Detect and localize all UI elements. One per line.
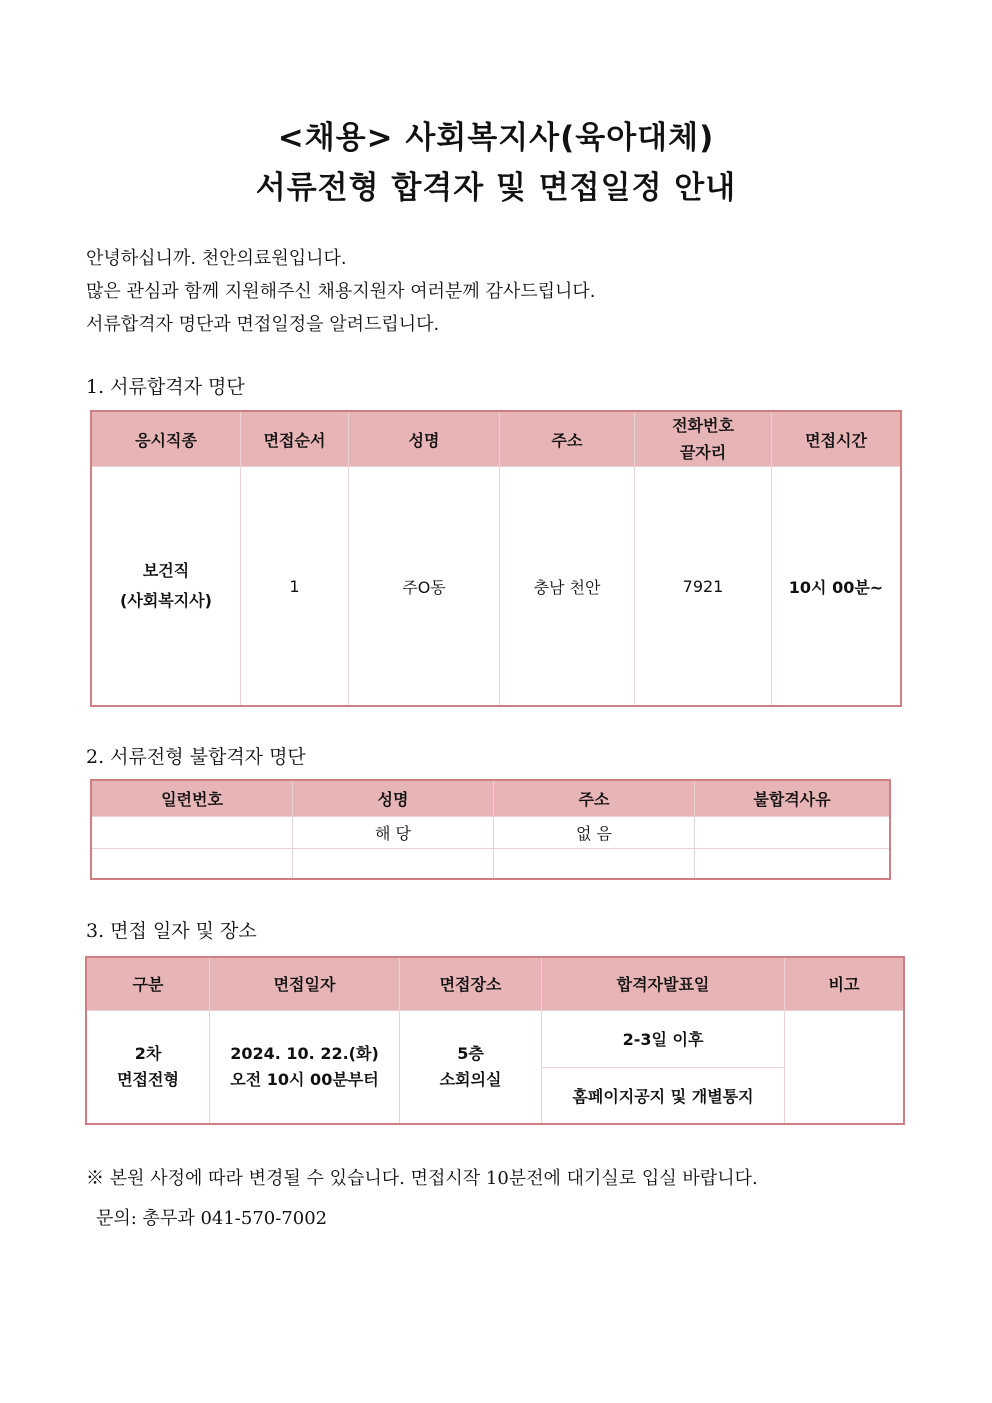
col-header-job: 응시직종 (91, 411, 241, 467)
title-line-1: <채용> 사회복지사(육아대체) (277, 120, 715, 156)
cell-address (494, 848, 695, 879)
notice-text: ※ 본원 사정에 따라 변경될 수 있습니다. 면접시작 10분전에 대기실로 입실 바랍니다. (86, 1168, 758, 1189)
col-header-serial: 일련번호 (91, 780, 293, 816)
cell-name (293, 848, 494, 879)
cell-reason (695, 848, 891, 879)
col-header-date: 면접일자 (210, 957, 400, 1010)
passed-applicants-table (90, 410, 902, 707)
title-line-2: 서류전형 합격자 및 면접일정 안내 (255, 170, 737, 206)
cell-serial (91, 848, 293, 879)
cell-order: 1 (241, 467, 349, 707)
col-header-type: 구분 (86, 957, 210, 1010)
cell-job: 보건직 (사회복지사) (91, 467, 241, 707)
col-header-name: 성명 (349, 411, 500, 467)
table-row (86, 1010, 904, 1067)
cell-phone: 7921 (635, 467, 772, 707)
cell-announce-1: 2-3일 이후 (542, 1010, 785, 1067)
table-row (91, 467, 901, 707)
cell-address: 없 음 (494, 816, 695, 848)
section2-heading: 2. 서류전형 불합격자 명단 (86, 746, 306, 768)
col-header-place: 면접장소 (400, 957, 542, 1010)
cell-reason (695, 816, 891, 848)
cell-serial (91, 816, 293, 848)
interview-schedule-table (85, 956, 905, 1125)
col-header-name: 성명 (293, 780, 494, 816)
cell-announce-2: 홈페이지공지 및 개별통지 (542, 1067, 785, 1124)
cell-date: 2024. 10. 22.(화) 오전 10시 00분부터 (210, 1010, 400, 1124)
cell-address: 충남 천안 (500, 467, 635, 707)
table-row (91, 848, 890, 879)
section1-heading: 1. 서류합격자 명단 (86, 376, 245, 398)
cell-type: 2차 면접전형 (86, 1010, 210, 1124)
intro-line-3: 서류합격자 명단과 면접일정을 알려드립니다. (86, 314, 440, 335)
col-header-remark: 비고 (785, 957, 905, 1010)
intro-line-2: 많은 관심과 함께 지원해주신 채용지원자 여러분께 감사드립니다. (86, 281, 596, 302)
table-row (91, 816, 890, 848)
col-header-time: 면접시간 (772, 411, 902, 467)
col-header-address: 주소 (500, 411, 635, 467)
cell-place: 5층 소회의실 (400, 1010, 542, 1124)
cell-time: 10시 00분~ (772, 467, 902, 707)
col-header-address: 주소 (494, 780, 695, 816)
col-header-announce: 합격자발표일 (542, 957, 785, 1010)
col-header-phone: 전화번호 끝자리 (635, 411, 772, 467)
cell-remark (785, 1010, 905, 1124)
section3-heading: 3. 면접 일자 및 장소 (86, 920, 257, 942)
cell-name: 주O동 (349, 467, 500, 707)
failed-applicants-table (90, 779, 891, 880)
intro-line-1: 안녕하십니까. 천안의료원입니다. (86, 248, 347, 269)
contact-text: 문의: 총무과 041-570-7002 (96, 1208, 328, 1229)
col-header-reason: 불합격사유 (695, 780, 891, 816)
cell-name: 해 당 (293, 816, 494, 848)
col-header-order: 면접순서 (241, 411, 349, 467)
